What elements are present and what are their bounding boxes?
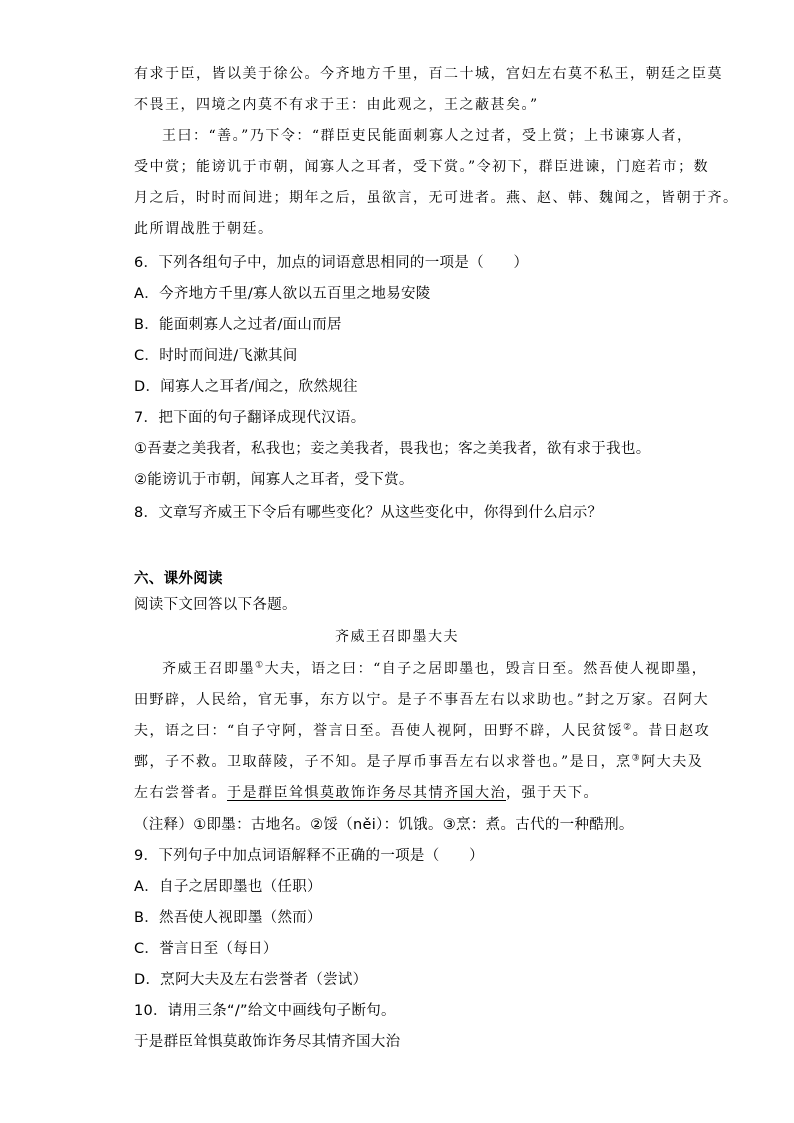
passage-title: 齐威王召即墨大夫 [335,629,459,645]
passage-line: 王曰：“善。”乃下令：“群臣吏民能面刺寡人之过者，受上赏；上书谏寡人者， [162,128,693,144]
passage-text: 。昔日赵攻 [632,723,711,739]
passage-text: 大夫，语之曰：“自子之居即墨也，毁言日至。然吾使人视即墨， [264,661,708,677]
question-9-option-a: A．自子之居即墨也（任职） [134,879,322,895]
passage-line: 受中赏；能谤讥于市朝，闻寡人之耳者，受下赏。”令初下，群臣进谏，门庭若市；数 [134,159,710,175]
question-6-option-b: B．能面刺寡人之过者/面山而居 [134,317,342,333]
question-9-option-c: C．誉言日至（每日） [134,941,278,957]
passage-line [134,721,710,741]
question-6: 6．下列各组句子中，加点的词语意思相同的一项是（ ） [134,255,529,271]
passage-text: 左右尝誉者。 [134,785,227,801]
annotation-notes: （注释）①即墨：古地名。②馁（něi）：饥饿。③烹：煮。古代的一种酷刑。 [134,817,634,833]
footnote-marker: ① [255,660,265,671]
question-7-sentence-2: ②能谤讥于市朝，闻寡人之耳者，受下赏。 [134,472,414,488]
passage-line [134,783,599,803]
section-instruction: 阅读下文回答以下各题。 [134,597,297,613]
question-9-option-d: D．烹阿大夫及左右尝誉者（尝试） [134,972,368,988]
passage-line [134,752,703,772]
passage-text: 齐威王召即墨 [162,661,255,677]
passage-text: 鄄，子不救。卫取薛陵，子不知。是子厚币事吾左右以求誉也。”是日，烹 [134,754,632,770]
passage-line: 不畏王，四境之内莫不有求于王：由此观之，王之蔽甚矣。” [134,97,539,113]
section-heading: 六、课外阅读 [134,571,223,587]
passage-text: 阿大夫及 [641,754,704,770]
question-10: 10．请用三条“/”给文中画线句子断句。 [134,1003,396,1019]
passage-line [162,659,707,679]
question-9: 9．下列句子中加点词语解释不正确的一项是（ ） [134,848,484,864]
question-8: 8．文章写齐威王下令后有哪些变化？从这些变化中，你得到什么启示？ [134,505,603,521]
question-6-option-c: C．时时而间进/飞漱其间 [134,348,298,364]
passage-line: 月之后，时时而间进；期年之后，虽欲言，无可进者。燕、赵、韩、魏闻之，皆朝于齐。 [134,190,739,206]
question-9-option-b: B．然吾使人视即墨（然而） [134,910,322,926]
question-7-sentence-1: ①吾妻之美我者，私我也；妾之美我者，畏我也；客之美我者，欲有求于我也。 [134,441,651,457]
question-6-option-d: D．闻寡人之耳者/闻之，欣然规往 [134,379,358,395]
passage-line: 此所谓战胜于朝廷。 [134,221,274,237]
footnote-marker: ③ [631,753,642,764]
footnote-marker: ② [623,722,633,733]
question-6-option-a: A．今齐地方千里/寡人欲以五百里之地易安陵 [134,286,431,302]
passage-line: 有求于臣，皆以美于徐公。今齐地方千里，百二十城，宫妇左右莫不私王，朝廷之臣莫 [134,66,723,82]
passage-text: ，强于天下。 [506,785,599,801]
question-10-sentence: 于是群臣耸惧莫敢饰诈务尽其情齐国大治 [134,1034,401,1050]
passage-text: 夫，语之曰：“自子守阿，誉言日至。吾使人视阿，田野不辟，人民贫馁 [134,723,624,739]
passage-line: 田野辟，人民给，官无事，东方以宁。是子不事吾左右以求助也。”封之万家。召阿大 [134,692,710,708]
underlined-sentence: 于是群臣耸惧莫敢饰诈务尽其情齐国大治 [227,785,506,801]
question-7: 7．把下面的句子翻译成现代汉语。 [134,410,366,426]
